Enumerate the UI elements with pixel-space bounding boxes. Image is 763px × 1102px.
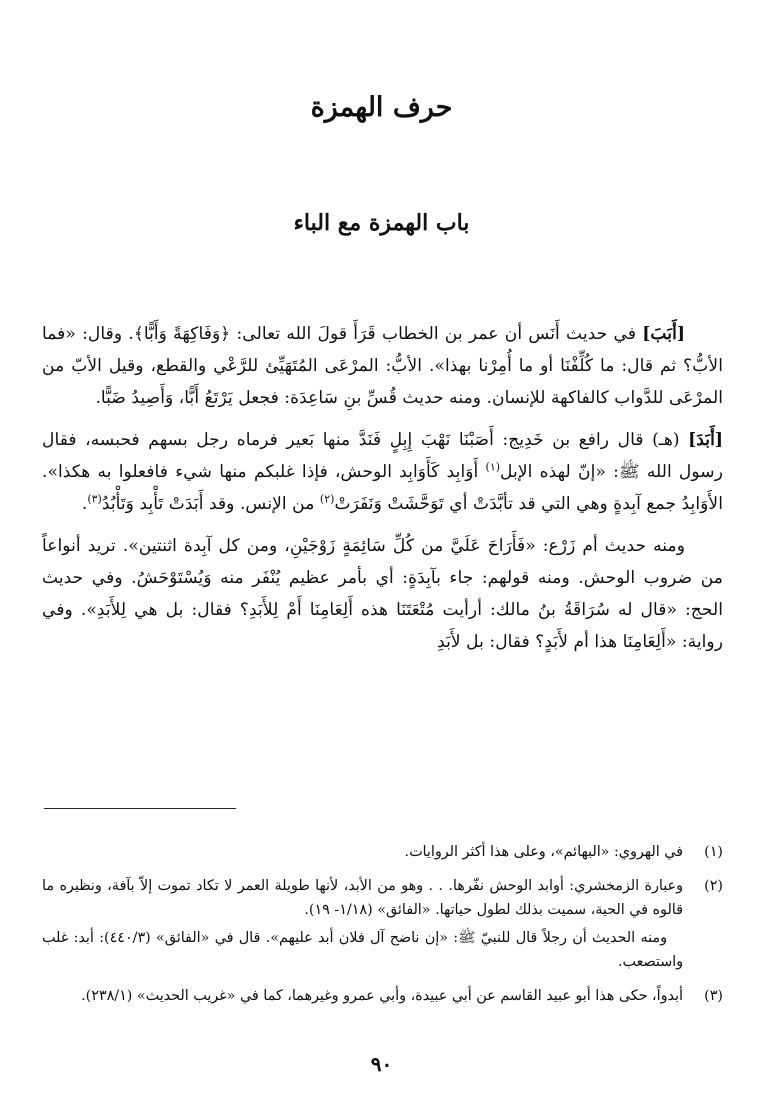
entry-text: في حديث أَنَس أن عمر بن الخطاب قَرَأَ قولَ الله تعالى: ﴿وَفَاكِهَةً وَأَبًّا﴾. وقال: «فما الأبُّ؟ ثم قال: ما كُلِّفْنَا أو ما أُمِرْنا بهذا». الأبُّ: المرْعَى المُتَهَيِّئ للرَّعْي والقطع، وقيل الأبّ من المرْعَى للدَّواب كالفاكهة للإنسان. ومنه حديث قُسِّ بنِ سَاعِدَة: فجعل يَرْتَعُ أَبًّا، وَأَصِيدُ ضَبًّا. xyxy=(42,324,723,408)
entry-text: أَوَابِد كَأَوَابِد الوحش، فإذا غلبكم منها شيء فافعلوا به هكذا». الأَوَابِدُ جمع آبِدةٍ وهي التي قد تأبَّدَتْ أي تَوَحَّشَتْ وَنَفَرَتْ xyxy=(42,462,723,514)
footnotes xyxy=(42,840,723,1018)
entry-text: . xyxy=(81,494,88,514)
chapter-title: حرف الهمزة xyxy=(310,92,453,123)
footnote-continuation xyxy=(42,926,723,974)
entry-paragraph xyxy=(42,530,723,658)
footnote xyxy=(42,874,723,922)
footnote xyxy=(42,984,723,1008)
main-text xyxy=(42,318,723,668)
footnote-number: (٣) xyxy=(704,988,723,1004)
entry-text: ومنه حديث أم زَرْع: «فَأَرَاحَ عَلَيَّ من كُلِّ سَائِمَةٍ زَوْجَيْنِ، ومن كل آبِدة اثنتين». تريد أنواعاً من ضروب الوحش. ومنه قولهم: جاء بآبِدَةٍ: أي بأمر عظيم يُنْفَر منه وَيُسْتَوْحَشُ. وفي حديث الحج: «قال له سُرَاقَةُ بنُ مالك: أرأيت مُتْعَتَنَا هذه أَلِعَامِنَا أَمْ لِلأَبَدِ؟ فقال: بل هي لِلأَبَدِ». وفي رواية: «أَلِعَامِنَا هذا أم لأَبَدٍ؟ فقال: بل لأَبَدِ xyxy=(42,536,723,652)
entry-text: من الإنس. وقد أَبَدَتْ تَأْبِد وَتَأْبُدُ xyxy=(101,494,315,514)
footnote xyxy=(42,840,723,864)
footnote-ref: (١) xyxy=(485,460,501,474)
footnote-text: ومنه الحديث أن رجلاً قال للنبيّ ﷺ: «إن ناضح آل فلان أبد عليهم». قال في «الفائق» (٤٤٠/٣): أبد: غلب واستصعب. xyxy=(42,930,683,970)
footnote-number: (٢) xyxy=(704,878,723,894)
headword: [أَبَبَ] xyxy=(642,324,685,344)
section-title: باب الهمزة مع الباء xyxy=(293,210,470,236)
footnote-divider xyxy=(44,808,236,809)
footnote-ref: (٣) xyxy=(87,492,102,506)
footnote-text: وعبارة الزمخشري: أوابد الوحش نفّرها. . . وهو من الأبد، لأنها طويلة العمر لا تكاد تموت إلاّ بآفة، ونظيره ما قالوه في الحية، سميت بذلك لطول حياتها. «الفائق» (١/١٨- ١٩). xyxy=(42,878,683,918)
footnote-number: (١) xyxy=(704,844,723,860)
entry-abab xyxy=(42,318,723,414)
footnote-ref: (٢) xyxy=(319,492,335,506)
headword: [أَبَدَ] xyxy=(688,430,723,450)
entry-abad xyxy=(42,424,723,520)
footnote-text: في الهروي: «البهائم»، وعلى هذا أكثر الروايات. xyxy=(404,844,683,860)
page-number: ٩٠ xyxy=(370,1052,393,1076)
footnote-text: أبدواً، حكى هذا أبو عبيد القاسم عن أبي عبيدة، وأبي عمرو وغيرهما، كما في «غريب الحديث» (٢٣٨/١). xyxy=(81,988,683,1004)
entry-text: (هـ) قال رافع بن خَدِيج: أَصَبْنَا نَهْبَ إِبِلٍ فَنَدَّ منها بَعير فرماه رجل بسهم فحبسه، فقال رسول الله ﷺ: «إنّ لهذه الإبل xyxy=(42,430,723,482)
